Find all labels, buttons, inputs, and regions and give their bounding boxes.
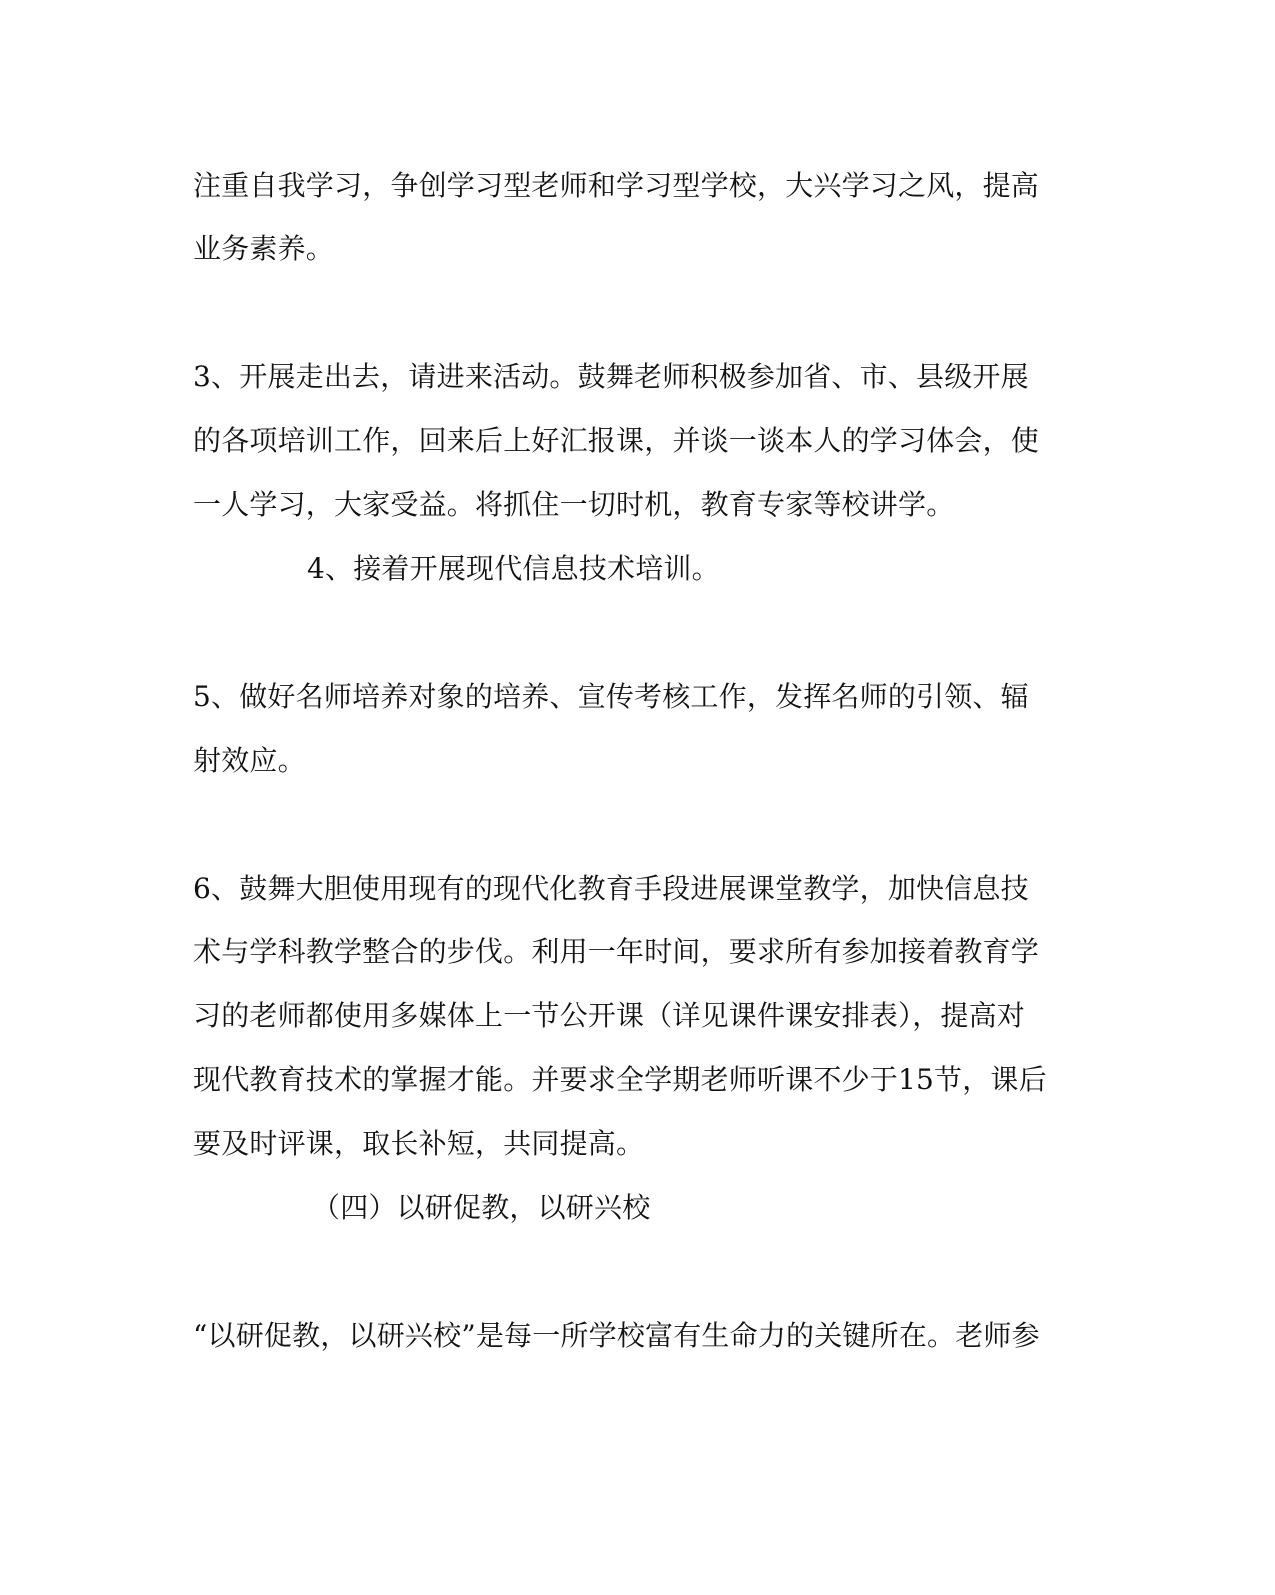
paragraph-line: 要及时评课，取长补短，共同提高。 xyxy=(193,1127,645,1160)
paragraph-line: 的各项培训工作，回来后上好汇报课，并谈一谈本人的学习体会，使 xyxy=(193,424,1040,457)
paragraph-line: 4、接着开展现代信息技术培训。 xyxy=(307,552,720,585)
section-heading: （四）以研促教，以研兴校 xyxy=(312,1191,651,1224)
paragraph-line: 现代教育技术的掌握才能。并要求全学期老师听课不少于15节，课后 xyxy=(193,1063,1047,1096)
paragraph-line: 3、开展走出去，请进来活动。鼓舞老师积极参加省、市、县级开展 xyxy=(193,360,1029,393)
paragraph-line: 业务素养。 xyxy=(193,232,335,265)
paragraph-line: “以研促教，以研兴校”是每一所学校富有生命力的关键所在。老师参 xyxy=(193,1319,1040,1352)
paragraph-line: 6、鼓舞大胆使用现有的现代化教育手段进展课堂教学，加快信息技 xyxy=(193,872,1029,905)
paragraph-line: 射效应。 xyxy=(193,744,306,777)
paragraph-line: 一人学习，大家受益。将抓住一切时机，教育专家等校讲学。 xyxy=(193,488,955,521)
paragraph-line: 注重自我学习，争创学习型老师和学习型学校，大兴学习之风，提高 xyxy=(193,169,1040,202)
paragraph-line: 5、做好名师培养对象的培养、宣传考核工作，发挥名师的引领、辐 xyxy=(193,680,1029,713)
paragraph-line: 习的老师都使用多媒体上一节公开课（详见课件课安排表），提高对 xyxy=(193,999,1026,1032)
paragraph-line: 术与学科教学整合的步伐。利用一年时间，要求所有参加接着教育学 xyxy=(193,935,1040,968)
